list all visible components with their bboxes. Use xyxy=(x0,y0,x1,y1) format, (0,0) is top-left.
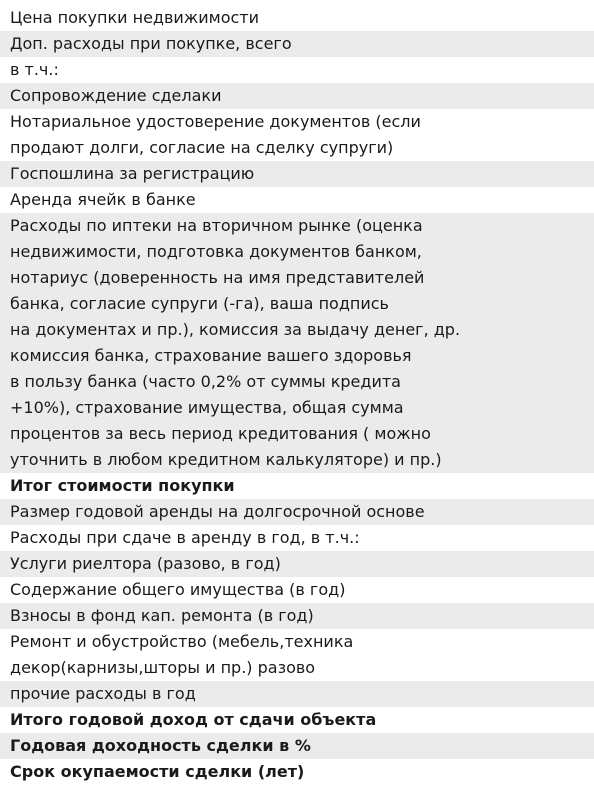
table-row-total xyxy=(0,733,594,759)
table-row xyxy=(0,187,594,213)
table-row-total xyxy=(0,707,594,733)
row-text-line: Сопровождение сделаки xyxy=(10,86,222,105)
row-text-line: недвижимости, подготовка документов банком, xyxy=(10,242,422,261)
row-text-line: Аренда ячейк в банке xyxy=(10,190,196,209)
table-row xyxy=(0,551,594,577)
row-text-line: Итог стоимости покупки xyxy=(10,476,235,495)
table-row xyxy=(0,499,594,525)
table-row xyxy=(0,213,594,473)
table-row xyxy=(0,603,594,629)
row-text-line: +10%), страхование имущества, общая сумма xyxy=(10,398,404,417)
row-text-line: Цена покупки недвижимости xyxy=(10,8,259,27)
row-text-line: Размер годовой аренды на долгосрочной основе xyxy=(10,502,425,521)
expense-table xyxy=(0,5,594,785)
table-row xyxy=(0,525,594,551)
row-text-line: Доп. расходы при покупке, всего xyxy=(10,34,292,53)
row-text-line: Расходы при сдаче в аренду в год, в т.ч.: xyxy=(10,528,360,547)
row-text-line: Расходы по иптеки на вторичном рынке (оценка xyxy=(10,216,423,235)
table-row-total xyxy=(0,473,594,499)
row-text-line: Нотариальное удостоверение документов (если xyxy=(10,112,421,131)
table-row xyxy=(0,5,594,31)
row-text-line: Ремонт и обустройство (мебель,техника xyxy=(10,632,354,651)
row-text-line: Взносы в фонд кап. ремонта (в год) xyxy=(10,606,314,625)
row-text-line: нотариус (доверенность на имя представителей xyxy=(10,268,425,287)
row-text-line: на документах и пр.), комиссия за выдачу денег, др. xyxy=(10,320,461,339)
row-text-line: Итого годовой доход от сдачи объекта xyxy=(10,710,377,729)
row-text-line: уточнить в любом кредитном калькуляторе) и пр.) xyxy=(10,450,442,469)
row-text-line: Годовая доходность сделки в % xyxy=(10,736,311,755)
table-row xyxy=(0,681,594,707)
row-text-line: в т.ч.: xyxy=(10,60,59,79)
table-row xyxy=(0,57,594,83)
row-text-line: продают долги, согласие на сделку супруги) xyxy=(10,138,394,157)
table-row xyxy=(0,629,594,681)
row-text-line: в пользу банка (часто 0,2% от суммы кредита xyxy=(10,372,401,391)
row-text-line: Услуги риелтора (разово, в год) xyxy=(10,554,281,573)
row-text-line: Срок окупаемости сделки (лет) xyxy=(10,762,305,781)
row-text-line: комиссия банка, страхование вашего здоровья xyxy=(10,346,412,365)
table-row xyxy=(0,577,594,603)
row-text-line: прочие расходы в год xyxy=(10,684,196,703)
table-row xyxy=(0,109,594,161)
row-text-line: декор(карнизы,шторы и пр.) разово xyxy=(10,658,316,677)
row-text-line: Содержание общего имущества (в год) xyxy=(10,580,346,599)
table-row xyxy=(0,161,594,187)
row-text-line: процентов за весь период кредитования ( можно xyxy=(10,424,431,443)
table-row xyxy=(0,31,594,57)
table-row-total xyxy=(0,759,594,785)
row-text-line: банка, согласие супруги (-га), ваша подпись xyxy=(10,294,389,313)
row-text-line: Госпошлина за регистрацию xyxy=(10,164,255,183)
table-row xyxy=(0,83,594,109)
